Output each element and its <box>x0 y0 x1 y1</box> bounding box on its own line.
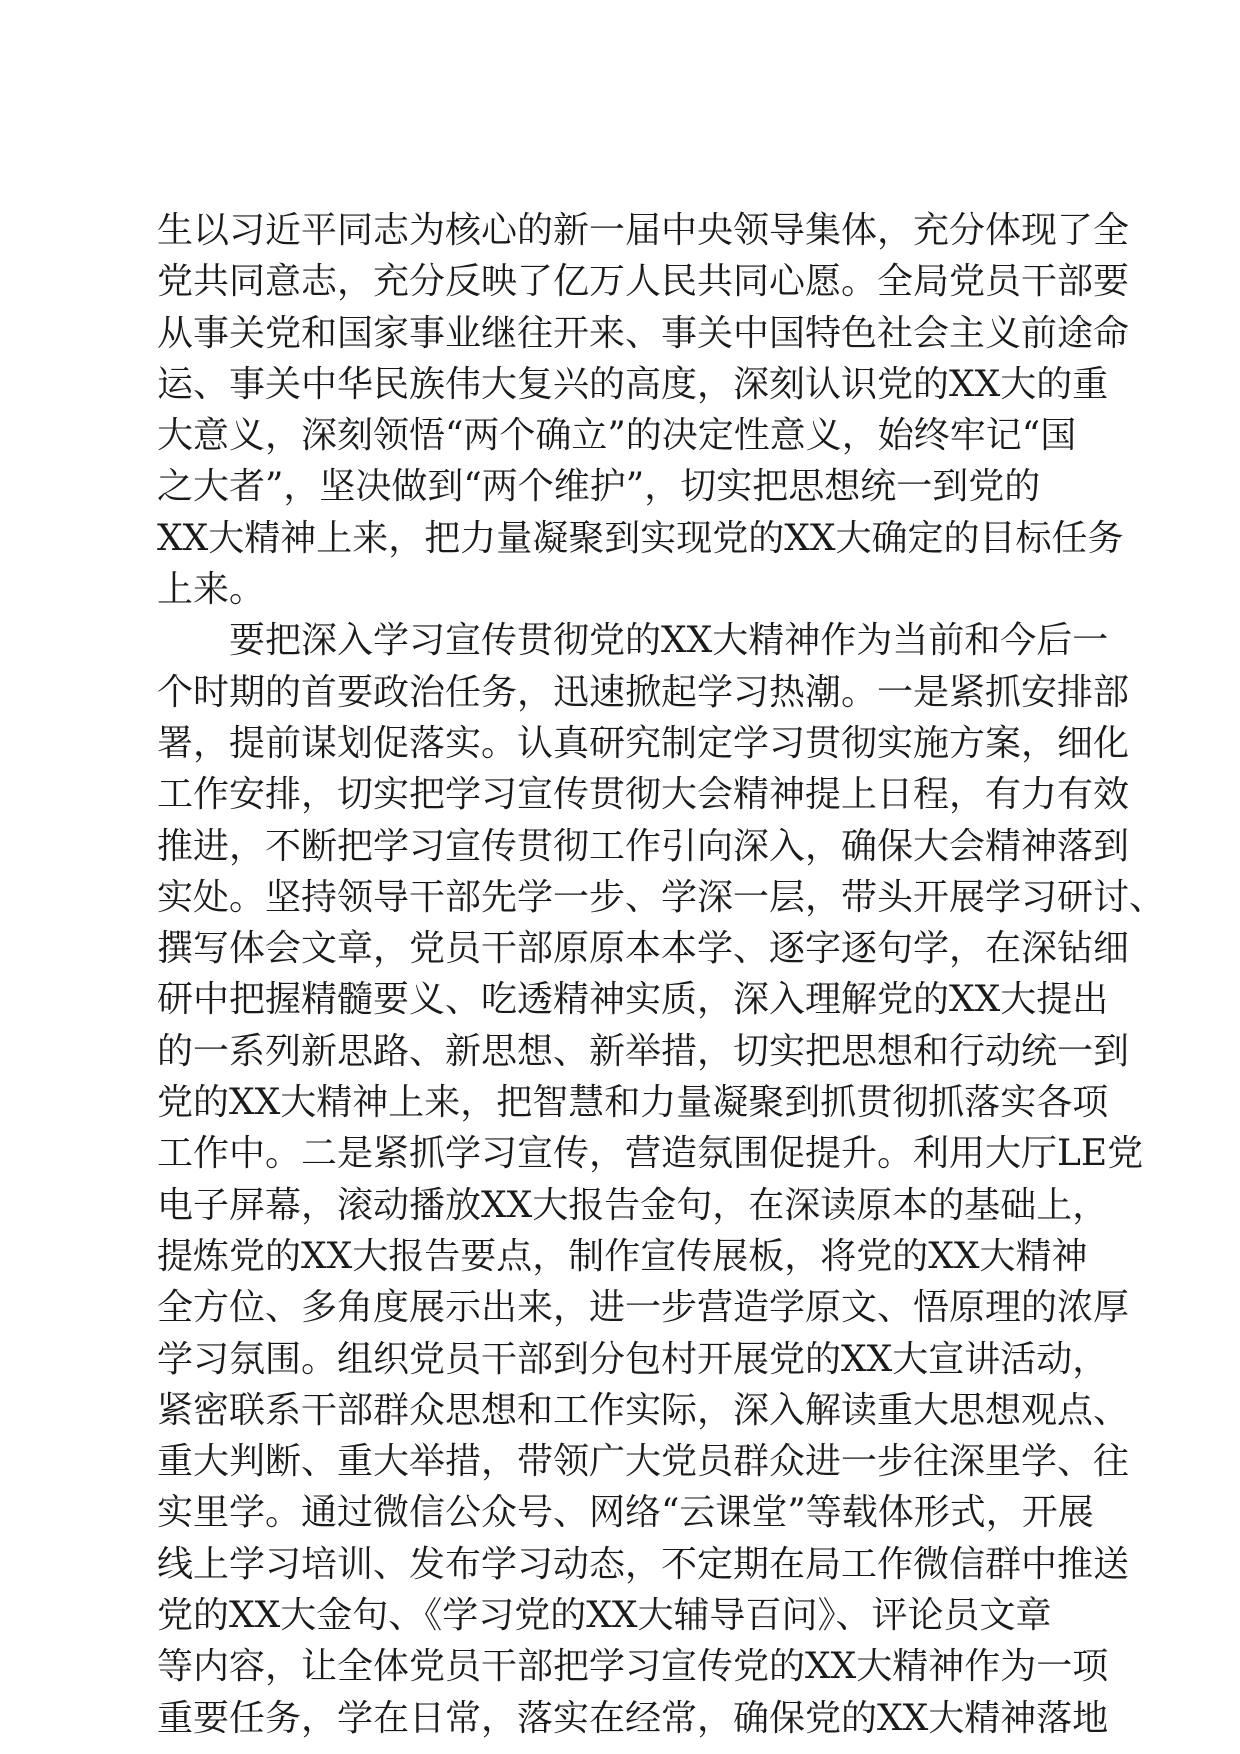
text-line: 研中把握精髓要义、吃透精神实质，深入理解党的XX大提出 <box>157 979 1109 1021</box>
text-line: 电子屏幕，滚动播放XX大报告金句，在深读原本的基础上， <box>157 1184 1109 1226</box>
text-line: 署，提前谋划促落实。认真研究制定学习贯彻实施方案，细化 <box>157 722 1130 764</box>
text-line: 撰写体会文章，党员干部原原本本学、逐字逐句学，在深钻细 <box>157 928 1130 970</box>
text-line: 紧密联系干部群众思想和工作实际，深入解读重大思想观点、 <box>157 1389 1130 1431</box>
text-line: 之大者”，坚决做到“两个维护”，切实把思想统一到党的 <box>157 466 1041 508</box>
text-line: 实里学。通过微信公众号、网络“云课堂”等载体形式，开展 <box>157 1492 1094 1534</box>
text-line: XX大精神上来，把力量凝聚到实现党的XX大确定的目标任务 <box>157 517 1124 559</box>
text-line: 大意义，深刻领悟“两个确立”的决定性意义，始终牢记“国 <box>157 415 1077 457</box>
text-line: 重大判断、重大举措，带领广大党员群众进一步往深里学、往 <box>157 1441 1130 1483</box>
text-line: 等内容，让全体党员干部把学习宣传党的XX大精神作为一项 <box>157 1646 1109 1688</box>
text-line: 工作中。二是紧抓学习宣传，营造氛围促提升。利用大厅LE党 <box>157 1133 1144 1175</box>
text-line: 党的XX大精神上来，把智慧和力量凝聚到抓贯彻抓落实各项 <box>157 1082 1109 1124</box>
text-line: 提炼党的XX大报告要点，制作宣传展板，将党的XX大精神 <box>157 1235 1088 1277</box>
text-line: 学习氛围。组织党员干部到分包村开展党的XX大宣讲活动， <box>157 1338 1109 1380</box>
text-line: 实处。坚持领导干部先学一步、学深一层，带头开展学习研讨、 <box>157 876 1166 918</box>
text-line: 党的XX大金句、《学习党的XX大辅导百问》、评论员文章 <box>157 1595 1052 1637</box>
document-body <box>157 205 1166 1744</box>
text-line: 全方位、多角度展示出来，进一步营造学原文、悟原理的浓厚 <box>157 1287 1130 1329</box>
text-line: 从事关党和国家事业继往开来、事关中国特色社会主义前途命 <box>157 312 1130 354</box>
text-line: 生以习近平同志为核心的新一届中央领导集体，充分体现了全 <box>157 210 1130 251</box>
text-line: 推进，不断把学习宣传贯彻工作引向深入，确保大会精神落到 <box>157 825 1130 867</box>
text-line: 运、事关中华民族伟大复兴的高度，深刻认识党的XX大的重 <box>157 363 1109 405</box>
text-line: 党共同意志，充分反映了亿万人民共同心愿。全局党员干部要 <box>157 261 1130 303</box>
text-line: 的一系列新思路、新思想、新举措，切实把思想和行动统一到 <box>157 1030 1130 1072</box>
text-line: 重要任务，学在日常，落实在经常，确保党的XX大精神落地 <box>157 1697 1109 1739</box>
text-line: 线上学习培训、发布学习动态，不定期在局工作微信群中推送 <box>157 1543 1130 1585</box>
text-line: 上来。 <box>157 569 266 611</box>
paragraph-start-line: 要把深入学习宣传贯彻党的XX大精神作为当前和今后一 <box>229 620 1109 662</box>
text-line: 工作安排，切实把学习宣传贯彻大会精神提上日程，有力有效 <box>157 774 1130 816</box>
text-line: 个时期的首要政治任务，迅速掀起学习热潮。一是紧抓安排部 <box>157 671 1130 713</box>
